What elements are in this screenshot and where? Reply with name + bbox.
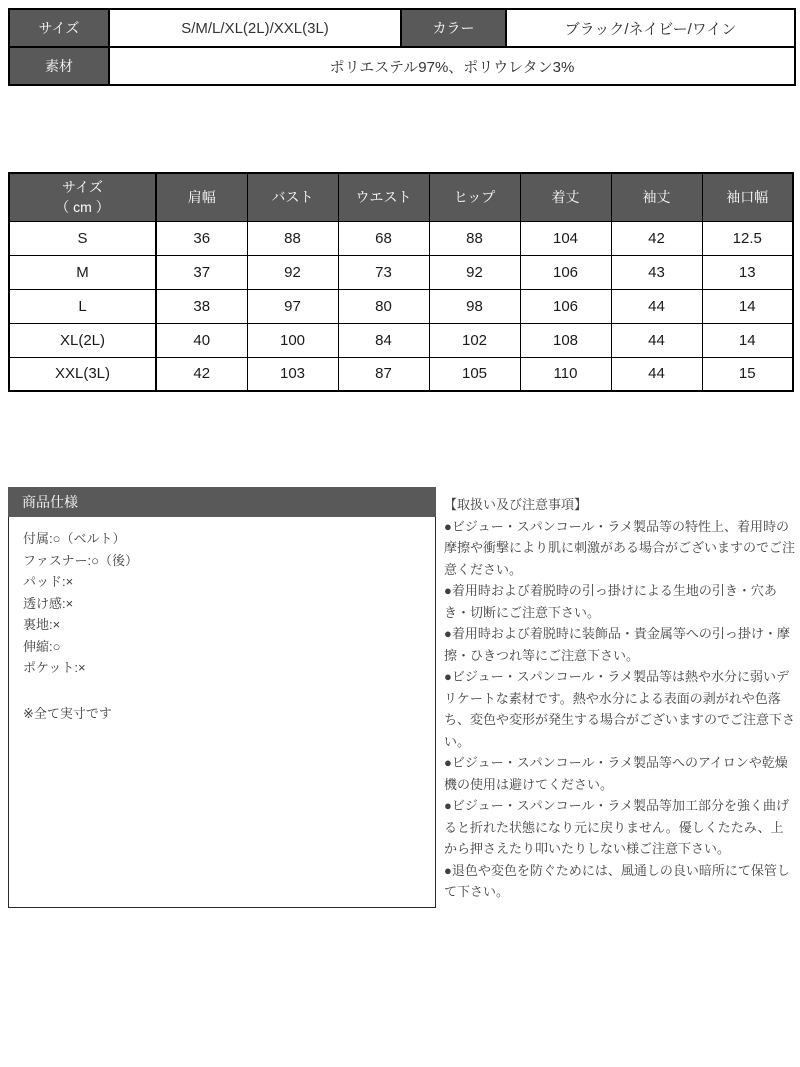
- size-cell: 14: [702, 323, 793, 357]
- size-cell: 73: [338, 255, 429, 289]
- size-cell: 92: [247, 255, 338, 289]
- size-cell: 42: [156, 357, 247, 391]
- size-cell: 98: [429, 289, 520, 323]
- size-chart-table: [8, 172, 794, 392]
- size-cell: 92: [429, 255, 520, 289]
- size-chart-header-cuff: 袖口幅: [702, 173, 793, 221]
- size-cell: 40: [156, 323, 247, 357]
- size-row-xxl: [9, 357, 793, 391]
- size-label-cell: サイズ: [9, 9, 109, 47]
- size-row-label: L: [9, 289, 156, 323]
- precaution-item: ●ビジュー・スパンコール・ラメ製品等は熱や水分に弱いデリケートな素材です。熱や水分による表面の剥がれや色落ち、変色や変形が発生する場合がございますのでご注意下さい。: [444, 669, 796, 749]
- size-chart-header-length: 着丈: [520, 173, 611, 221]
- material-value-cell: ポリエステル97%、ポリウレタン3%: [109, 47, 795, 85]
- spec-line-pocket: ポケット:×: [23, 660, 86, 675]
- size-row-s: [9, 221, 793, 255]
- color-value-cell: ブラック/ネイビー/ワイン: [506, 9, 795, 47]
- size-cell: 44: [611, 289, 702, 323]
- size-cell: 110: [520, 357, 611, 391]
- size-cell: 38: [156, 289, 247, 323]
- size-cell: 88: [247, 221, 338, 255]
- size-chart-header-size: [9, 173, 156, 221]
- spec-note: ※全て実寸です: [23, 705, 112, 721]
- size-chart-header-row: [9, 173, 793, 221]
- size-row-label: XL(2L): [9, 323, 156, 357]
- info-row-size-color: [9, 9, 795, 47]
- product-spec-section: [8, 517, 436, 908]
- precaution-item: ●着用時および着脱時に装飾品・貴金属等への引っ掛け・摩擦・ひきつれ等にご注意下さい。: [444, 626, 790, 663]
- size-cell: 106: [520, 289, 611, 323]
- size-row-m: [9, 255, 793, 289]
- precautions-section: [444, 494, 796, 903]
- material-label-cell: 素材: [9, 47, 109, 85]
- size-cell: 103: [247, 357, 338, 391]
- size-chart-header-size-line2: （ cm ）: [55, 199, 110, 216]
- size-cell: 100: [247, 323, 338, 357]
- size-row-label: XXL(3L): [9, 357, 156, 391]
- size-row-label: M: [9, 255, 156, 289]
- size-cell: 37: [156, 255, 247, 289]
- size-cell: 68: [338, 221, 429, 255]
- size-cell: 80: [338, 289, 429, 323]
- precaution-item: ●ビジュー・スパンコール・ラメ製品等へのアイロンや乾燥機の使用は避けてください。: [444, 755, 788, 792]
- precaution-item: ●着用時および着脱時の引っ掛けによる生地の引き・穴あき・切断にご注意下さい。: [444, 583, 777, 620]
- size-cell: 44: [611, 323, 702, 357]
- precautions-title: 【取扱い及び注意事項】: [444, 497, 588, 512]
- product-spec-title: 商品仕様: [8, 487, 436, 517]
- size-cell: 87: [338, 357, 429, 391]
- size-row-xl: [9, 323, 793, 357]
- color-label-cell: カラー: [401, 9, 506, 47]
- size-cell: 15: [702, 357, 793, 391]
- size-cell: 102: [429, 323, 520, 357]
- spec-line-pad: パッド:×: [23, 574, 74, 589]
- size-cell: 106: [520, 255, 611, 289]
- size-cell: 12.5: [702, 221, 793, 255]
- size-value-cell: S/M/L/XL(2L)/XXL(3L): [109, 9, 401, 47]
- size-chart-header-sleeve: 袖丈: [611, 173, 702, 221]
- size-cell: 108: [520, 323, 611, 357]
- size-chart-header-hip: ヒップ: [429, 173, 520, 221]
- size-cell: 36: [156, 221, 247, 255]
- precaution-item: ●ビジュー・スパンコール・ラメ製品等加工部分を強く曲げると折れた状態になり元に戻りません。優しくたたみ、上から押さえたり叩いたりしない様ご注意下さい。: [444, 798, 789, 856]
- spec-line-sheerness: 透け感:×: [23, 595, 74, 611]
- spec-line-accessory: 付属:○（ベルト）: [23, 531, 126, 546]
- size-chart-header-size-line1: サイズ: [62, 178, 103, 195]
- size-cell: 97: [247, 289, 338, 323]
- size-chart-header-waist: ウエスト: [338, 173, 429, 221]
- size-cell: 43: [611, 255, 702, 289]
- size-cell: 105: [429, 357, 520, 391]
- info-row-material: [9, 47, 795, 85]
- size-cell: 84: [338, 323, 429, 357]
- size-cell: 88: [429, 221, 520, 255]
- size-chart-header-bust: バスト: [247, 173, 338, 221]
- size-row-label: S: [9, 221, 156, 255]
- product-info-table: [8, 8, 796, 86]
- size-cell: 42: [611, 221, 702, 255]
- size-chart-header-shoulder: 肩幅: [156, 173, 247, 221]
- size-cell: 13: [702, 255, 793, 289]
- precaution-item: ●退色や変色を防ぐためには、風通しの良い暗所にて保管して下さい。: [444, 862, 790, 899]
- spec-line-lining: 裏地:×: [23, 617, 61, 632]
- precaution-item: ●ビジュー・スパンコール・ラメ製品等の特性上、着用時の摩擦や衝撃により肌に刺激がある場合がございますのでご注意ください。: [444, 518, 796, 577]
- size-cell: 104: [520, 221, 611, 255]
- size-row-l: [9, 289, 793, 323]
- spec-line-fastener: ファスナー:○（後）: [23, 552, 138, 568]
- spec-line-stretch: 伸縮:○: [23, 638, 61, 654]
- size-cell: 44: [611, 357, 702, 391]
- size-cell: 14: [702, 289, 793, 323]
